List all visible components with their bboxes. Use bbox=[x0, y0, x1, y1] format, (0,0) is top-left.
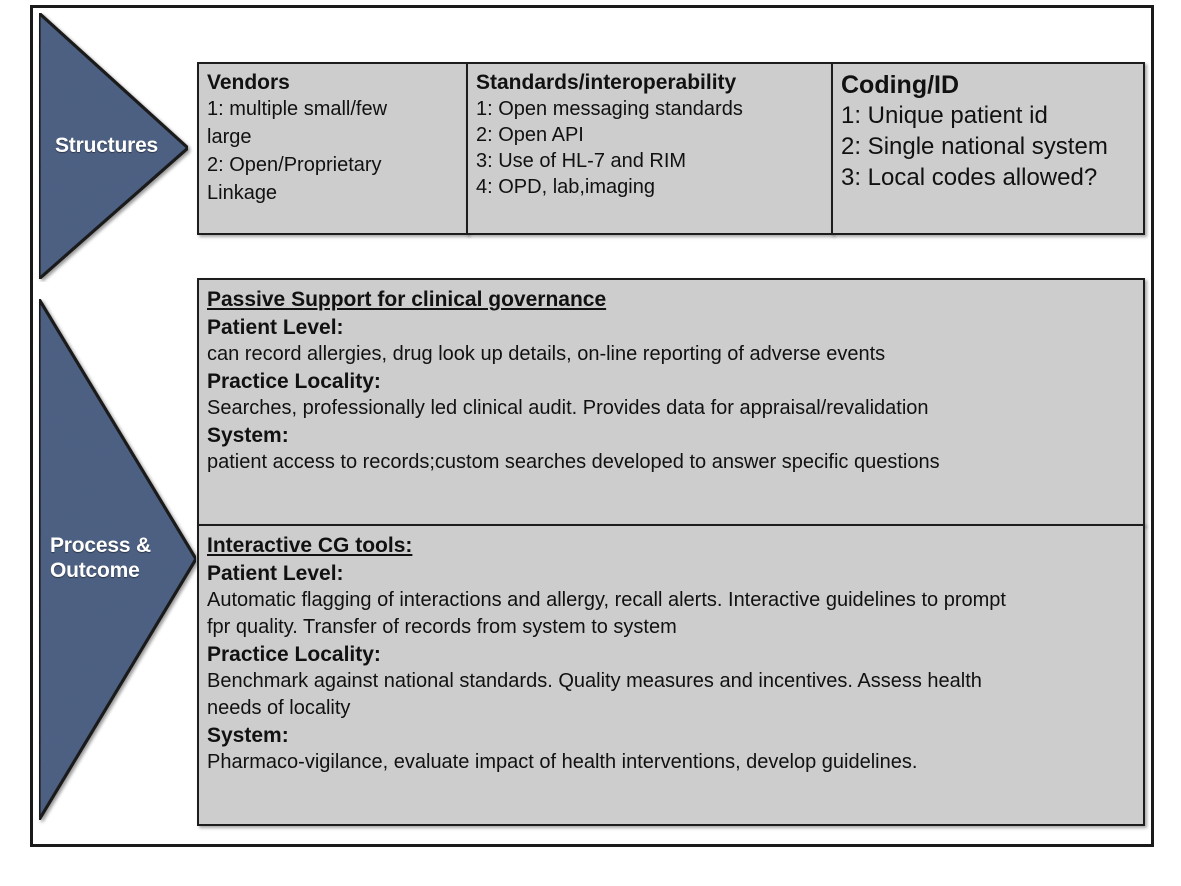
coding-id-box bbox=[831, 62, 1145, 235]
coding-item: 1: Unique patient id bbox=[841, 102, 1048, 129]
structures-arrow-shape bbox=[36, 10, 196, 282]
vendors-item: 2: Open/Proprietary bbox=[207, 154, 382, 176]
passive-system-body: patient access to records;custom searches developed to answer specific questions bbox=[207, 451, 940, 473]
interactive-cg-tools-box bbox=[197, 524, 1145, 826]
standards-heading: Standards/interoperability bbox=[476, 71, 737, 94]
interactive-practice-locality-label: Practice Locality: bbox=[207, 643, 381, 666]
standards-item: 3: Use of HL-7 and RIM bbox=[476, 150, 687, 172]
passive-practice-locality-label: Practice Locality: bbox=[207, 370, 381, 393]
passive-patient-level-label: Patient Level: bbox=[207, 316, 344, 339]
vendors-item: large bbox=[207, 126, 252, 148]
passive-support-heading: Passive Support for clinical governance bbox=[207, 288, 607, 311]
standards-item: 1: Open messaging standards bbox=[476, 98, 743, 120]
passive-practice-locality-body: Searches, professionally led clinical audit. Provides data for appraisal/revalidation bbox=[207, 397, 929, 419]
passive-patient-level-body: can record allergies, drug look up details, on-line reporting of adverse events bbox=[207, 343, 886, 365]
standards-interoperability-box bbox=[466, 62, 833, 235]
vendors-item: Linkage bbox=[207, 182, 278, 204]
structures-arrow-label: Structures bbox=[55, 134, 159, 157]
interactive-system-body-line1: Pharmaco-vigilance, evaluate impact of health interventions, develop guidelines. bbox=[207, 751, 918, 773]
vendors-heading: Vendors bbox=[207, 71, 290, 94]
passive-support-box bbox=[197, 278, 1145, 526]
interactive-patient-level-label: Patient Level: bbox=[207, 562, 344, 585]
interactive-patient-level-body-line2: fpr quality. Transfer of records from system to system bbox=[207, 616, 677, 638]
interactive-cg-tools-heading: Interactive CG tools: bbox=[207, 534, 413, 557]
coding-item: 2: Single national system bbox=[841, 133, 1108, 160]
process-outcome-arrow-shape bbox=[36, 296, 206, 826]
standards-item: 2: Open API bbox=[476, 124, 584, 146]
interactive-patient-level-body-line1: Automatic flagging of interactions and allergy, recall alerts. Interactive guidelines to prompt bbox=[207, 589, 1006, 611]
coding-item: 3: Local codes allowed? bbox=[841, 164, 1098, 191]
standards-item: 4: OPD, lab,imaging bbox=[476, 176, 655, 198]
interactive-practice-locality-body-line2: needs of locality bbox=[207, 697, 351, 719]
process-outcome-arrow-label: Process & Outcome bbox=[50, 534, 151, 582]
interactive-practice-locality-body-line1: Benchmark against national standards. Quality measures and incentives. Assess health bbox=[207, 670, 982, 692]
interactive-system-label: System: bbox=[207, 724, 289, 747]
coding-heading: Coding/ID bbox=[841, 71, 960, 99]
passive-system-label: System: bbox=[207, 424, 289, 447]
vendors-box bbox=[197, 62, 468, 235]
vendors-item: 1: multiple small/few bbox=[207, 98, 388, 120]
